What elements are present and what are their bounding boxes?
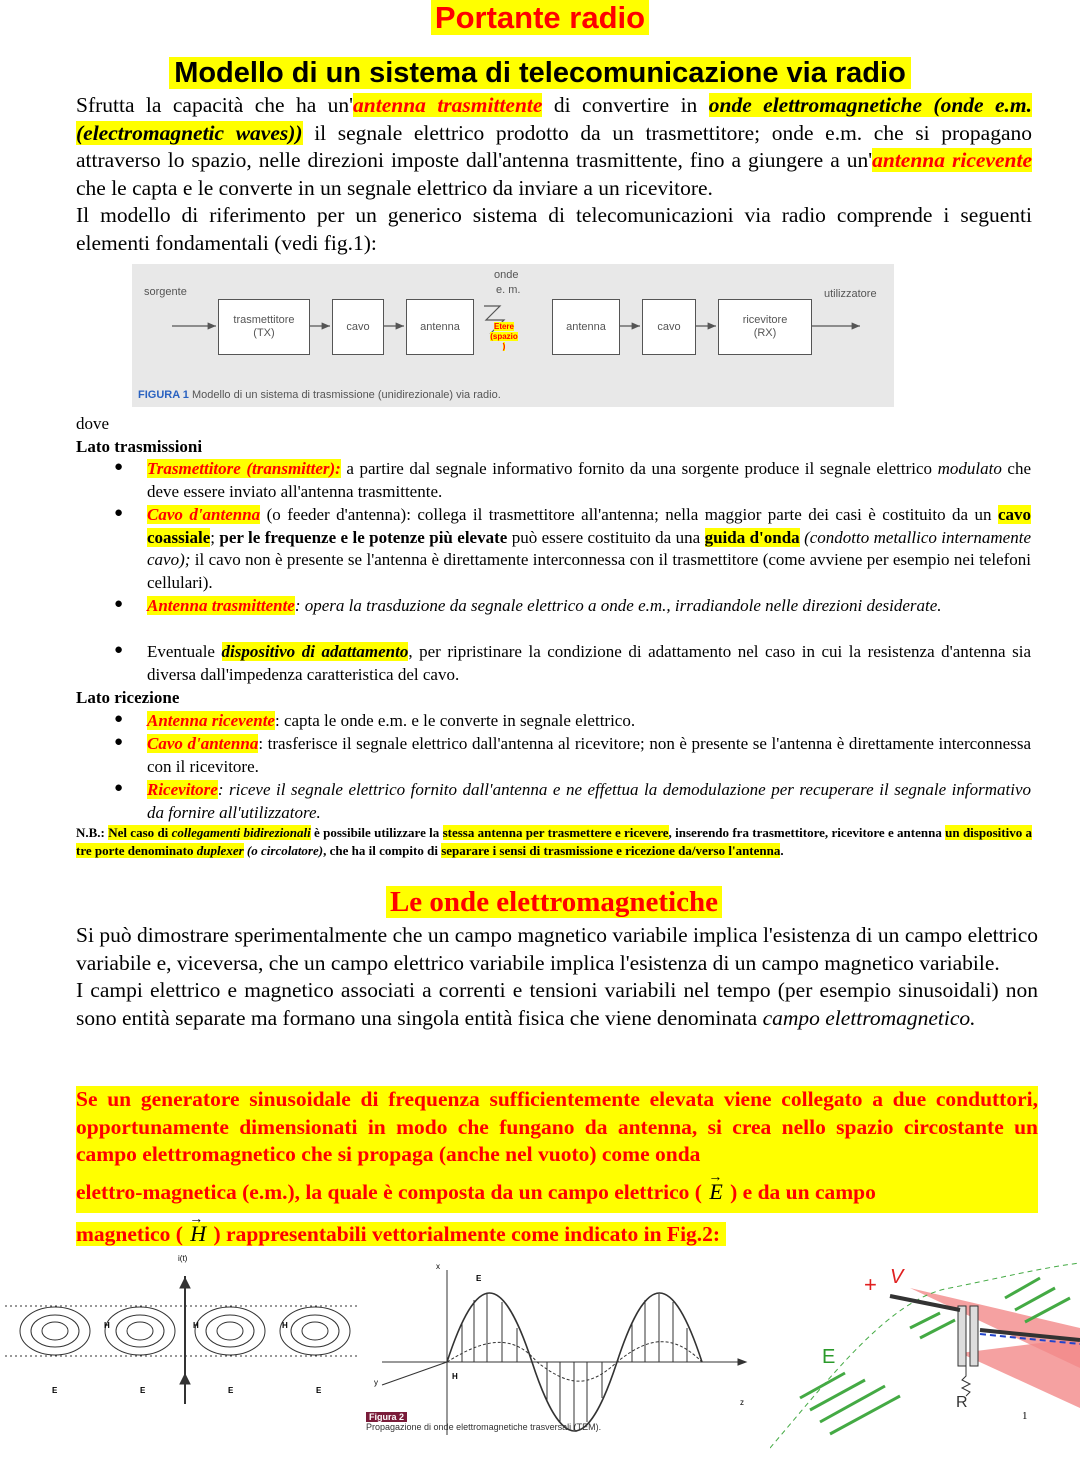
page-number: 1 (1022, 1410, 1028, 1422)
lato-ricezione-heading: Lato ricezione (76, 688, 180, 707)
fig2-caption: Figura 2 Propagazione di onde elettromagnetiche trasversali (TEM). (366, 1412, 602, 1432)
list-item-cavo-antenna-rx: Cavo d'antenna: trasferisce il segnale elettrico dall'antenna al ricevitore; non è presente se l'antenna è direttamente interconnessa con il ricevitore. (147, 734, 1031, 776)
section-title: Modello di un sistema di telecomunicazione via radio (0, 54, 1080, 92)
field-lines-drawing (0, 1256, 370, 1456)
current-label: i(t) (178, 1254, 188, 1263)
bullet: ● (114, 459, 124, 475)
vector-h: → H (188, 1213, 208, 1255)
intro-paragraph: Sfrutta la capacità che ha un'antenna trasmittente di convertire in onde elettromagnetiche (onde e.m. (electromagnetic waves)) il segnale elettrico prodotto da un trasmettitore; onde e.m. che si propagano attraverso lo spazio, nelle direzioni imposte dall'antenna trasmittente, fino a giungere a un'antenna ricevente che le capta e le converte in un segnale elettrico da inviare a un ricevitore. Il modello di riferimento per un generico sistema di telecomunicazioni via radio comprende i seguenti elementi fondamentali (vedi fig.1): (76, 93, 1032, 255)
bullet: ● (114, 734, 124, 750)
dove-label: dove (76, 414, 110, 433)
figure-2-tem-wave: x y z E H Figura 2 Propagazione di onde elettromagnetiche trasversali (TEM). (362, 1260, 780, 1456)
fig1-sorgente: sorgente (144, 286, 187, 298)
page-title: Portante radio (0, 0, 1080, 36)
list-item-adattamento: Eventuale dispositivo di adattamento, per ripristinare la condizione di adattamento nel caso in cui la resistenza d'antenna sia diversa dall'impedenza caratteristica del cavo. (147, 642, 1031, 684)
lato-trasmissioni-heading: Lato trasmissioni (76, 437, 203, 456)
list-item-trasmettitore: Trasmettitore (transmitter): a partire dal segnale informativo fornito da una sorgente produce il segnale elettrico modulato che deve essere inviato all'antenna trasmittente. (147, 459, 1031, 501)
section-title-onde: Le onde elettromagnetiche (0, 884, 1080, 920)
vector-e: → E (707, 1171, 724, 1213)
list-item-antenna-ricevente: Antenna ricevente: capta le onde e.m. e le converte in segnale elettrico. (147, 711, 636, 730)
antenna-field-drawing (770, 1258, 1080, 1456)
fig1-trasmettitore-box: trasmettitore (TX) (218, 299, 310, 355)
list-item-cavo-antenna-tx: Cavo d'antenna (o feeder d'antenna): collega il trasmettitore all'antenna; nella maggior parte dei casi è costituito da un cavo coassiale; per le frequenze e le potenze più elevate può essere costituito da una guida d'onda (condotto metallico internamente cavo); il cavo non è presente se l'antenna è direttamente interconnessa con il trasmettitore (come avviene per esempio nei telefoni cellulari). (147, 505, 1031, 593)
bullet: ● (114, 505, 124, 521)
fig1-caption: FIGURA 1 Modello di un sistema di trasmissione (unidirezionale) via radio. (138, 389, 501, 401)
fig1-ricevitore-box: ricevitore (RX) (718, 299, 812, 355)
figure-2-antenna-field: + V E R (770, 1258, 1080, 1456)
bullet: ● (114, 711, 124, 727)
fig1-em: e. m. (496, 284, 521, 296)
bullet: ● (114, 780, 124, 796)
bullet: ● (114, 596, 124, 612)
fig1-etere-label: Etere (spazio ) (490, 322, 518, 351)
figure-1-block-diagram (132, 264, 894, 407)
bullet: ● (114, 642, 124, 658)
nota-bene: N.B.: Nel caso di collegamenti bidirezionali è possibile utilizzare la stessa antenna per trasmettere e ricevere, inserendo fra trasmettitore, ricevitore e antenna un dispositivo a tre porte denominato duplexer (o circolatore), che ha il compito di separare i sensi di trasmissione e ricezione da/verso l'antenna. (76, 825, 1033, 858)
fig1-antenna-tx-box: antenna (406, 299, 474, 355)
figure-2-field-lines: i(t) H H H E E E E (0, 1256, 370, 1456)
em-paragraph: Si può dimostrare sperimentalmente che un campo magnetico variabile implica l'esistenza di un campo elettrico variabile e, viceversa, che un campo elettrico variabile implica l'esistenza di un campo magnetico variabile. I campi elettrico e magnetico associati a correnti e tensioni variabili nel tempo (per esempio sinusoidali) non sono entità separate ma formano una singola entità fisica che viene denominata campo elettromagnetico. (76, 923, 1038, 1030)
em-highlight-paragraph: Se un generatore sinusoidale di frequenza sufficientemente elevata viene collegato a due conduttori, opportunamente dimensionati in modo che fungano da antenna, si crea nello spazio circostante un campo elettromagnetico che si propaga (anche nel vuoto) come onda elettro-magnetica (e.m.), la quale è composta da un campo elettrico ( → E ) e da un campo magnetico ( → H ) rappresentabili vettorialmente come indicato in Fig.2: (76, 1086, 1038, 1255)
fig1-onde: onde (494, 269, 519, 281)
fig1-cavo-rx-box: cavo (642, 299, 696, 355)
list-item-ricevitore: Ricevitore: riceve il segnale elettrico fornito dall'antenna e ne effettua la demodulazione per recuperare il segnale informativo da fornire all'utilizzatore. (147, 780, 1031, 822)
list-item-antenna-trasmittente: Antenna trasmittente: opera la trasduzione da segnale elettrico a onde e.m., irradiandole nelle direzioni desiderate. (147, 596, 942, 615)
fig1-utilizzatore: utilizzatore (824, 288, 877, 300)
fig1-cavo-tx-box: cavo (332, 299, 384, 355)
fig1-antenna-rx-box: antenna (552, 299, 620, 355)
